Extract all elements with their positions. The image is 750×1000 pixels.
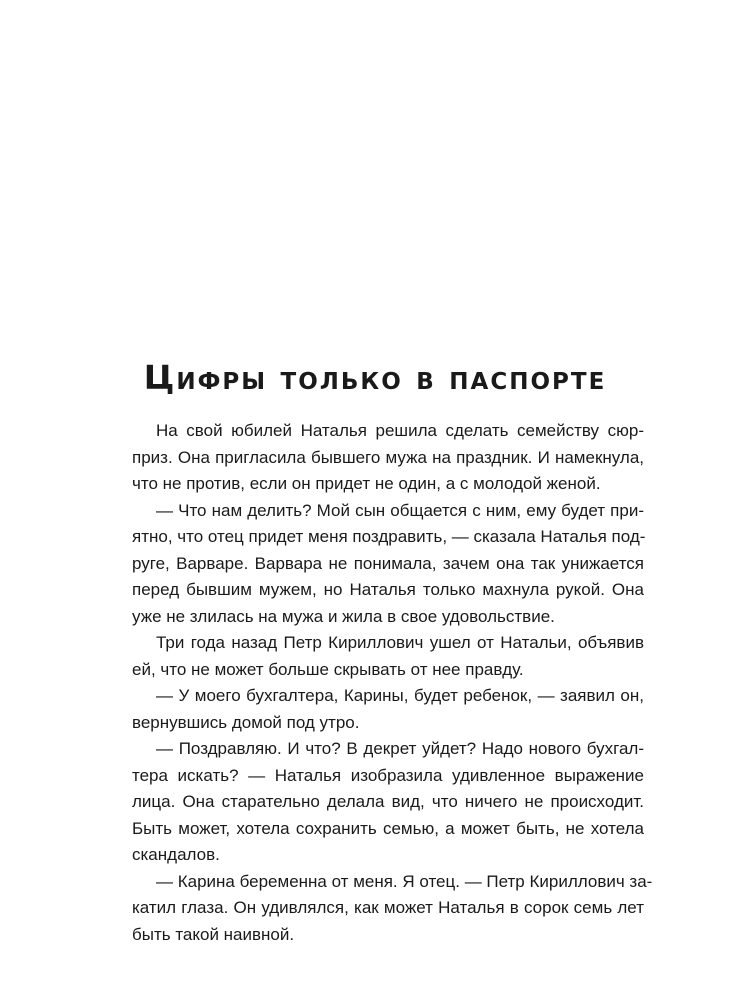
text-line: руге, Варваре. Варвара не понимала, зачем она так унижается (132, 553, 644, 573)
text-line: ятно, что отец придет меня поздравить, — сказала Наталья под- (132, 527, 646, 546)
text-line: быть такой наивной. (132, 924, 295, 944)
body-text (132, 418, 653, 948)
chapter-title: Цифры только в паспорте (143, 358, 607, 397)
text-line: скандалов. (132, 845, 220, 864)
text-line: приз. Она пригласила бывшего мужа на праздник. И намекнула, (132, 447, 644, 467)
text-line: перед бывшим мужем, но Наталья только махнула рукой. Она (132, 580, 644, 599)
text-line: Быть может, хотела сохранить семью, а может быть, не хотела (132, 818, 644, 838)
text-line: что не против, если он придет не один, а с молодой женой. (132, 474, 601, 493)
text-line: — Что нам делить? Мой сын общается с ним, ему будет при- (156, 500, 644, 520)
text-line: тера искать? — Наталья изобразила удивленное выражение (132, 765, 644, 785)
text-line: — Карина беременна от меня. Я отец. — Петр Кириллович за- (156, 871, 653, 891)
text-line: вернувшись домой под утро. (132, 712, 360, 732)
text-line: — Поздравляю. И что? В декрет уйдет? Надо нового бухгал- (156, 739, 644, 758)
text-line: катил глаза. Он удивлялся, как может Наталья в сорок семь лет (132, 898, 644, 917)
text-line: лица. Она старательно делала вид, что ничего не происходит. (132, 792, 644, 811)
text-line: На свой юбилей Наталья решила сделать семейству сюр- (156, 421, 644, 440)
text-line: ей, что не может больше скрывать от нее правду. (132, 659, 524, 679)
text-line: Три года назад Петр Кириллович ушел от Натальи, объявив (156, 633, 644, 652)
text-line: уже не злилась на мужа и жила в свое удовольствие. (132, 606, 555, 626)
text-line: — У моего бухгалтера, Карины, будет ребенок, — заявил он, (156, 686, 644, 705)
